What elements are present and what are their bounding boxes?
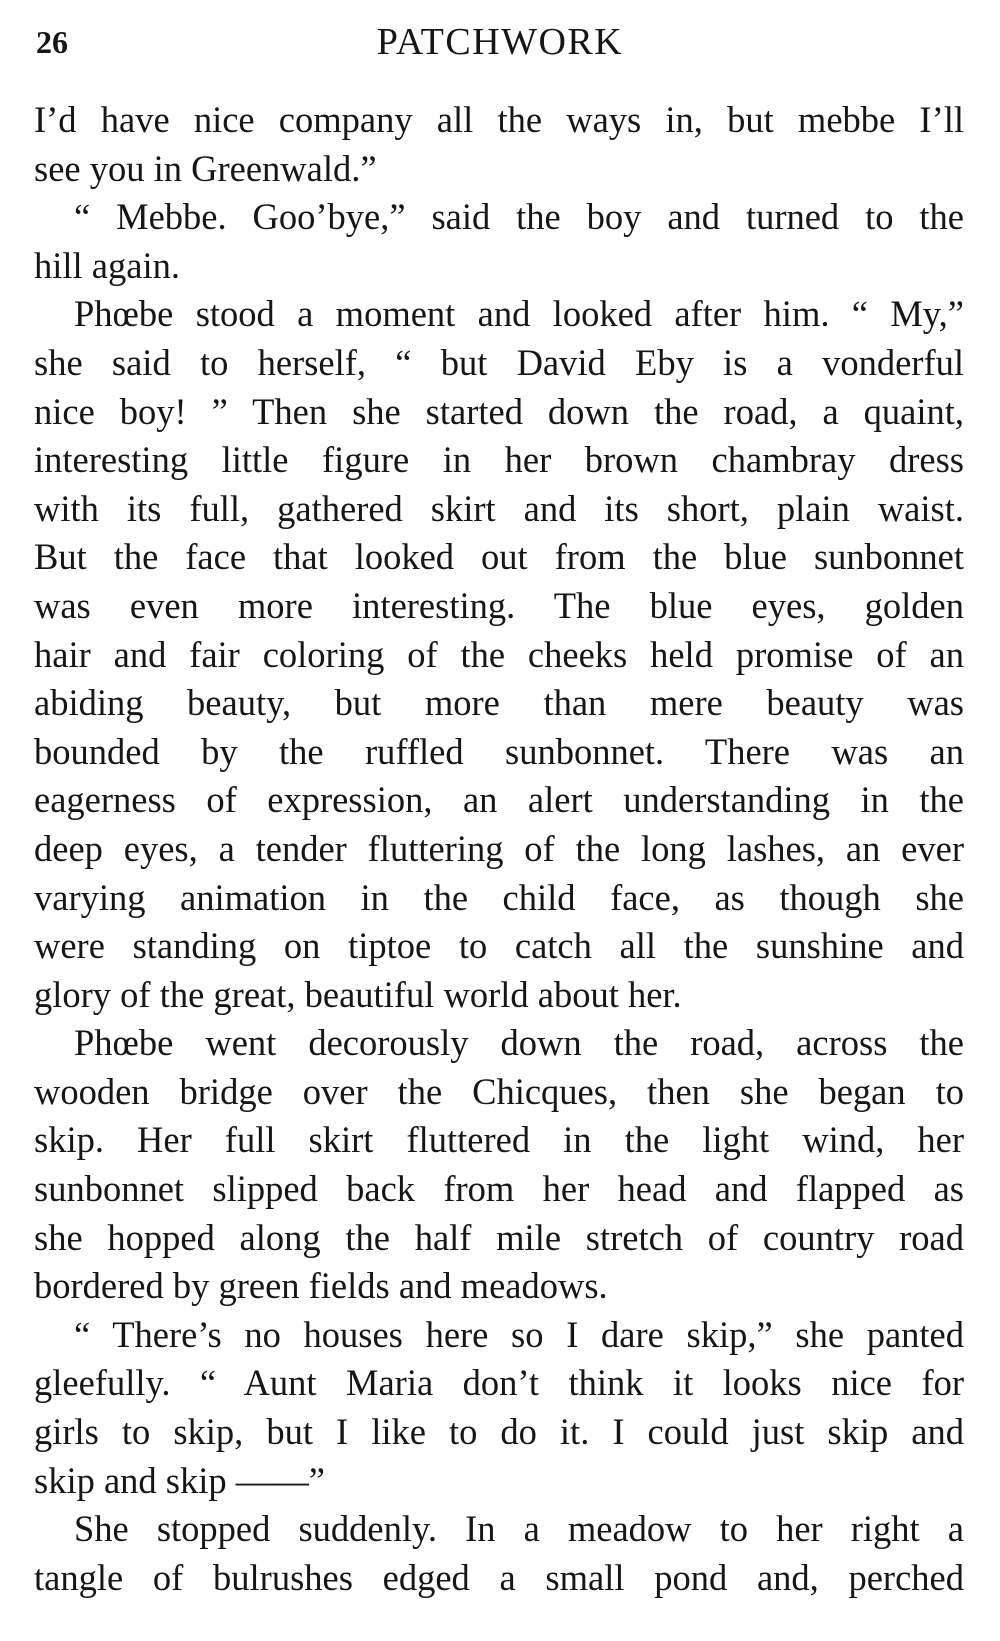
text-line: girls to skip, but I like to do it. I could just skip and	[34, 1411, 964, 1453]
text-line: skip and skip ——”	[34, 1459, 325, 1501]
text-line: wooden bridge over the Chicques, then she began to	[34, 1070, 964, 1112]
text-line: interesting little figure in her brown chambray dress	[34, 439, 964, 481]
text-line: with its full, gathered skirt and its short, plain waist.	[34, 487, 964, 529]
text-line: abiding beauty, but more than mere beauty was	[34, 682, 964, 724]
text-line: tangle of bulrushes edged a small pond and, perched	[34, 1556, 964, 1598]
text-line: glory of the great, beautiful world about her.	[34, 973, 682, 1015]
text-line: Phœbe stood a moment and looked after him. “ My,”	[74, 293, 964, 335]
text-line: But the face that looked out from the blue sunbonnet	[34, 536, 964, 578]
text-line: was even more interesting. The blue eyes, golden	[34, 584, 964, 626]
text-line: sunbonnet slipped back from her head and flapped as	[34, 1168, 964, 1210]
text-line: were standing on tiptoe to catch all the sunshine and	[34, 925, 964, 967]
text-line: see you in Greenwald.”	[34, 147, 377, 189]
text-line: skip. Her full skirt fluttered in the light wind, her	[34, 1119, 964, 1161]
text-line: I’d have nice company all the ways in, but mebbe I’ll	[34, 99, 964, 140]
text-line: deep eyes, a tender fluttering of the long lashes, an ever	[34, 827, 964, 869]
text-line: hill again.	[34, 244, 180, 286]
text-line: nice boy! ” Then she started down the road, a quaint,	[34, 390, 964, 432]
text-line: hair and fair coloring of the cheeks held promise of an	[34, 633, 964, 675]
text-line: Phœbe went decorously down the road, across the	[74, 1022, 964, 1064]
text-line: “ Mebbe. Goo’bye,” said the boy and turned to the	[74, 196, 964, 238]
text-line: gleefully. “ Aunt Maria don’t think it looks nice for	[34, 1362, 964, 1404]
text-line: eagerness of expression, an alert understanding in the	[34, 779, 964, 821]
text-line: bordered by green fields and meadows.	[34, 1265, 608, 1307]
text-line: she said to herself, “ but David Eby is a vonderful	[34, 341, 964, 383]
text-line: She stopped suddenly. In a meadow to her right a	[74, 1508, 964, 1550]
text-line: bounded by the ruffled sunbonnet. There was an	[34, 730, 964, 772]
body-text	[34, 96, 964, 1602]
page-header	[36, 20, 964, 70]
running-title: PATCHWORK	[376, 21, 624, 63]
page-number: 26	[36, 24, 68, 60]
text-line: “ There’s no houses here so I dare skip,” she panted	[74, 1313, 964, 1355]
text-line: she hopped along the half mile stretch of country road	[34, 1216, 964, 1258]
text-line: varying animation in the child face, as though she	[34, 876, 964, 918]
